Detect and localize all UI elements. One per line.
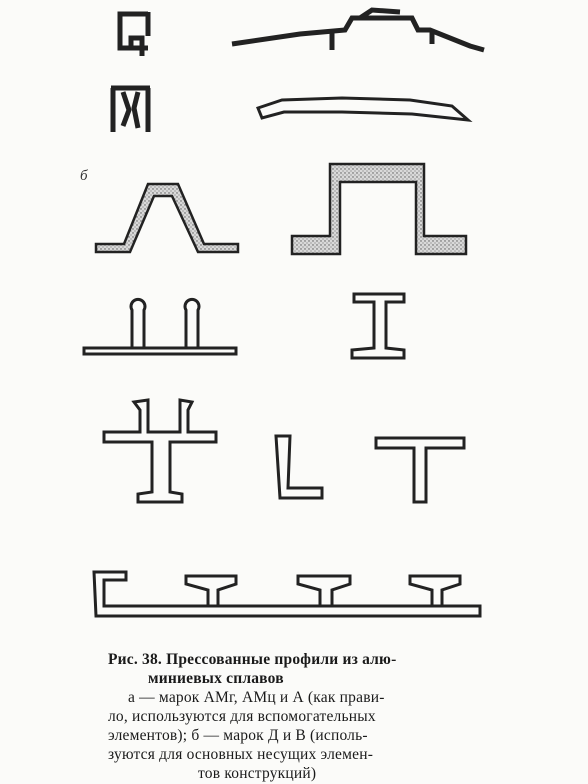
profile-t-beam [376,438,464,502]
caption-title-line1: Рис. 38. Прессованные профили из алю- [108,651,397,668]
profile-ribbed-panel [94,572,480,616]
caption-body-line: элементов); б — марок Д и В (исполь- [108,727,368,744]
profile-plate-two-bulbs [84,299,236,354]
profile-cross-beam [104,400,216,502]
profile-hat-rectangular [292,164,466,254]
profile-hat-trapezoid [96,184,238,252]
profile-long-plate [258,98,468,120]
profile-angle-l [276,436,322,498]
profile-pi-small [111,88,150,132]
figure-label-b: б [80,168,88,184]
figure-caption [108,650,500,783]
profile-long-top [232,10,484,50]
caption-title-line2: миниевых сплавов [148,670,284,687]
profile-hook-small [120,12,148,56]
profile-i-beam [352,294,404,358]
caption-body-line: тов конструкций) [198,765,317,782]
caption-body-line: а — марок АМг, АМц и А (как прави- [128,689,385,706]
caption-body-line: ло, используются для вспомогательных [108,708,376,725]
caption-body-line: зуются для основных несущих элемен- [108,746,374,763]
